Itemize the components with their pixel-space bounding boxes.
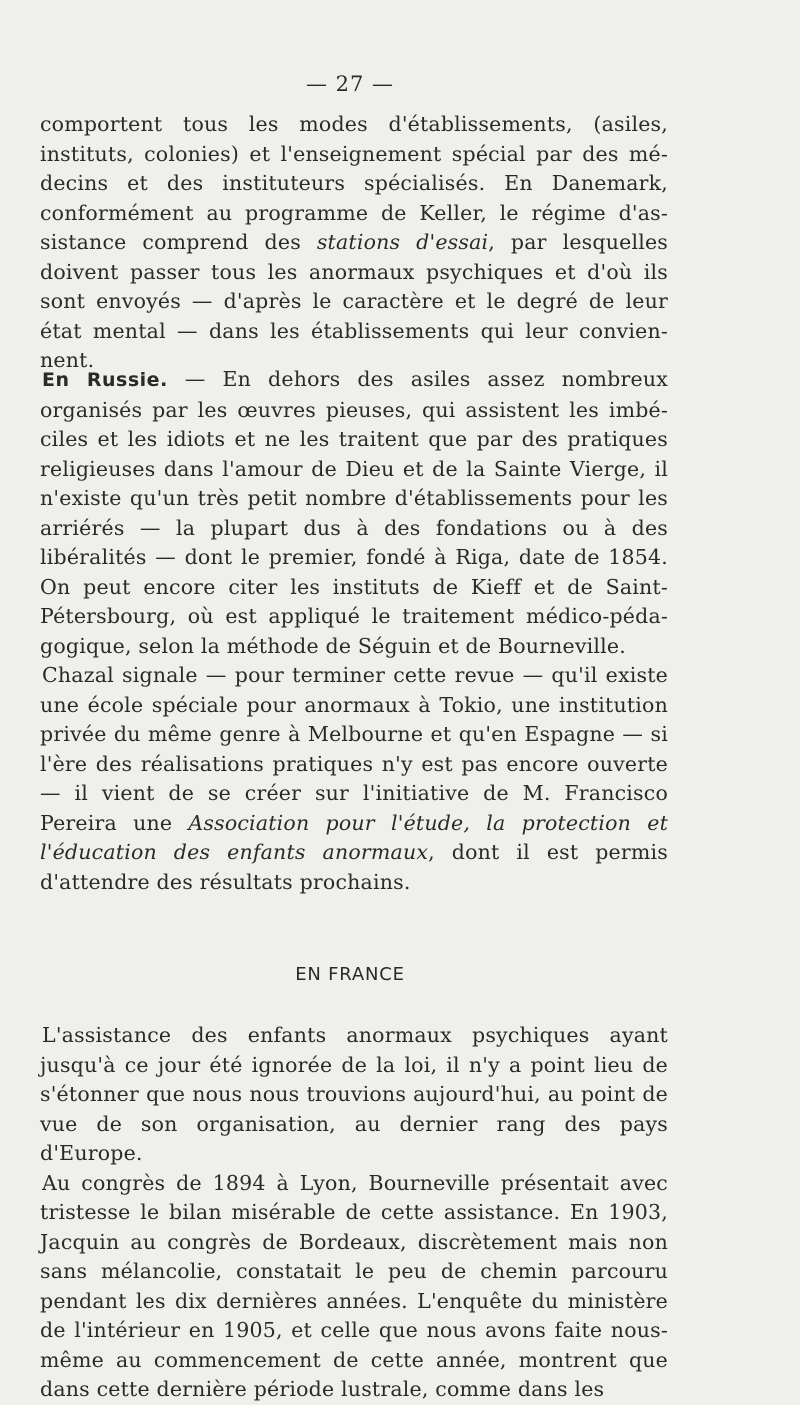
paragraph-denmark-text-1: comportent tous les modes d'établissements, (asiles, instituts, colonies) et l'enseignement spécial par des mé-decins et des instituteurs spécialisés. En Danemark, conformément au programme de Keller, le régime d'as-sistance comprend des bbox=[40, 112, 668, 254]
paragraph-france-2: Au congrès de 1894 à Lyon, Bourneville présentait avec tristesse le bilan misérable de cette assistance. En 1903, Jacquin au congrès de Bordeaux, discrètement mais non sans mélancolie, constatait le peu de chemin parcouru pendant les dix dernières années. L'enquête du ministère de l'intérieur en 1905, et celle que nous avons faite nous-même au commencement de cette année, montrent que dans cette dernière période lustrale, comme dans les bbox=[40, 1170, 668, 1401]
paragraph-chazal-text-2: , dont il est permis d'attendre des résultats prochains. bbox=[40, 840, 668, 894]
paragraph-denmark bbox=[40, 110, 668, 376]
text-block-france bbox=[40, 1021, 668, 1405]
paragraph-russia bbox=[40, 365, 668, 661]
text-block-russia bbox=[40, 365, 668, 897]
paragraph-france-1: L'assistance des enfants anormaux psychiques ayant jusqu'à ce jour été ignorée de la loi, il n'y a point lieu de s'étonner que nous nous trouvions aujourd'hui, au point de vue de son organisation, au dernier rang des pays d'Europe. bbox=[40, 1023, 668, 1165]
paragraph-russia-text: — En dehors des asiles assez nombreux organisés par les œuvres pieuses, qui assistent les imbé-ciles et les idiots et ne les traitent que par des pratiques religieuses dans l'amour de Dieu et de la Sainte Vierge, il n'existe qu'un très petit nombre d'établissements pour les arriérés — la plupart dus à des fondations ou à des libéralités — dont le premier, fondé à Riga, date de 1854. On peut encore citer les instituts de Kieff et de Saint-Pétersbourg, où est appliqué le traitement médico-péda-gogique, selon la méthode de Séguin et de Bourneville. bbox=[40, 367, 669, 658]
text-block-intro bbox=[40, 110, 668, 376]
italic-stations-essai: stations d'essai bbox=[316, 230, 489, 254]
section-heading-en-france: EN FRANCE bbox=[295, 964, 405, 985]
paragraph-chazal bbox=[40, 661, 668, 897]
italic-association-title: Association pour l'étude, la protection et l'éducation des enfants anormaux bbox=[40, 810, 669, 864]
paragraph-chazal-text-1: Chazal signale — pour terminer cette revue — qu'il existe une école spéciale pour anormaux à Tokio, une institution privée du même genre à Melbourne et qu'en Espagne — si l'ère des réalisations pratiques n'y est pas encore ouverte — il vient de se créer sur l'initiative de M. Francisco Pereira une bbox=[40, 663, 668, 835]
lead-en-russie: En Russie. bbox=[42, 369, 168, 391]
page-number: — 27 — bbox=[305, 72, 395, 96]
paragraph-denmark-text-2: , par lesquelles doivent passer tous les anormaux psychiques et d'où ils sont envoyés — d'après le caractère et le degré de leur état mental — dans les établissements qui leur convien-nent. bbox=[40, 230, 669, 372]
